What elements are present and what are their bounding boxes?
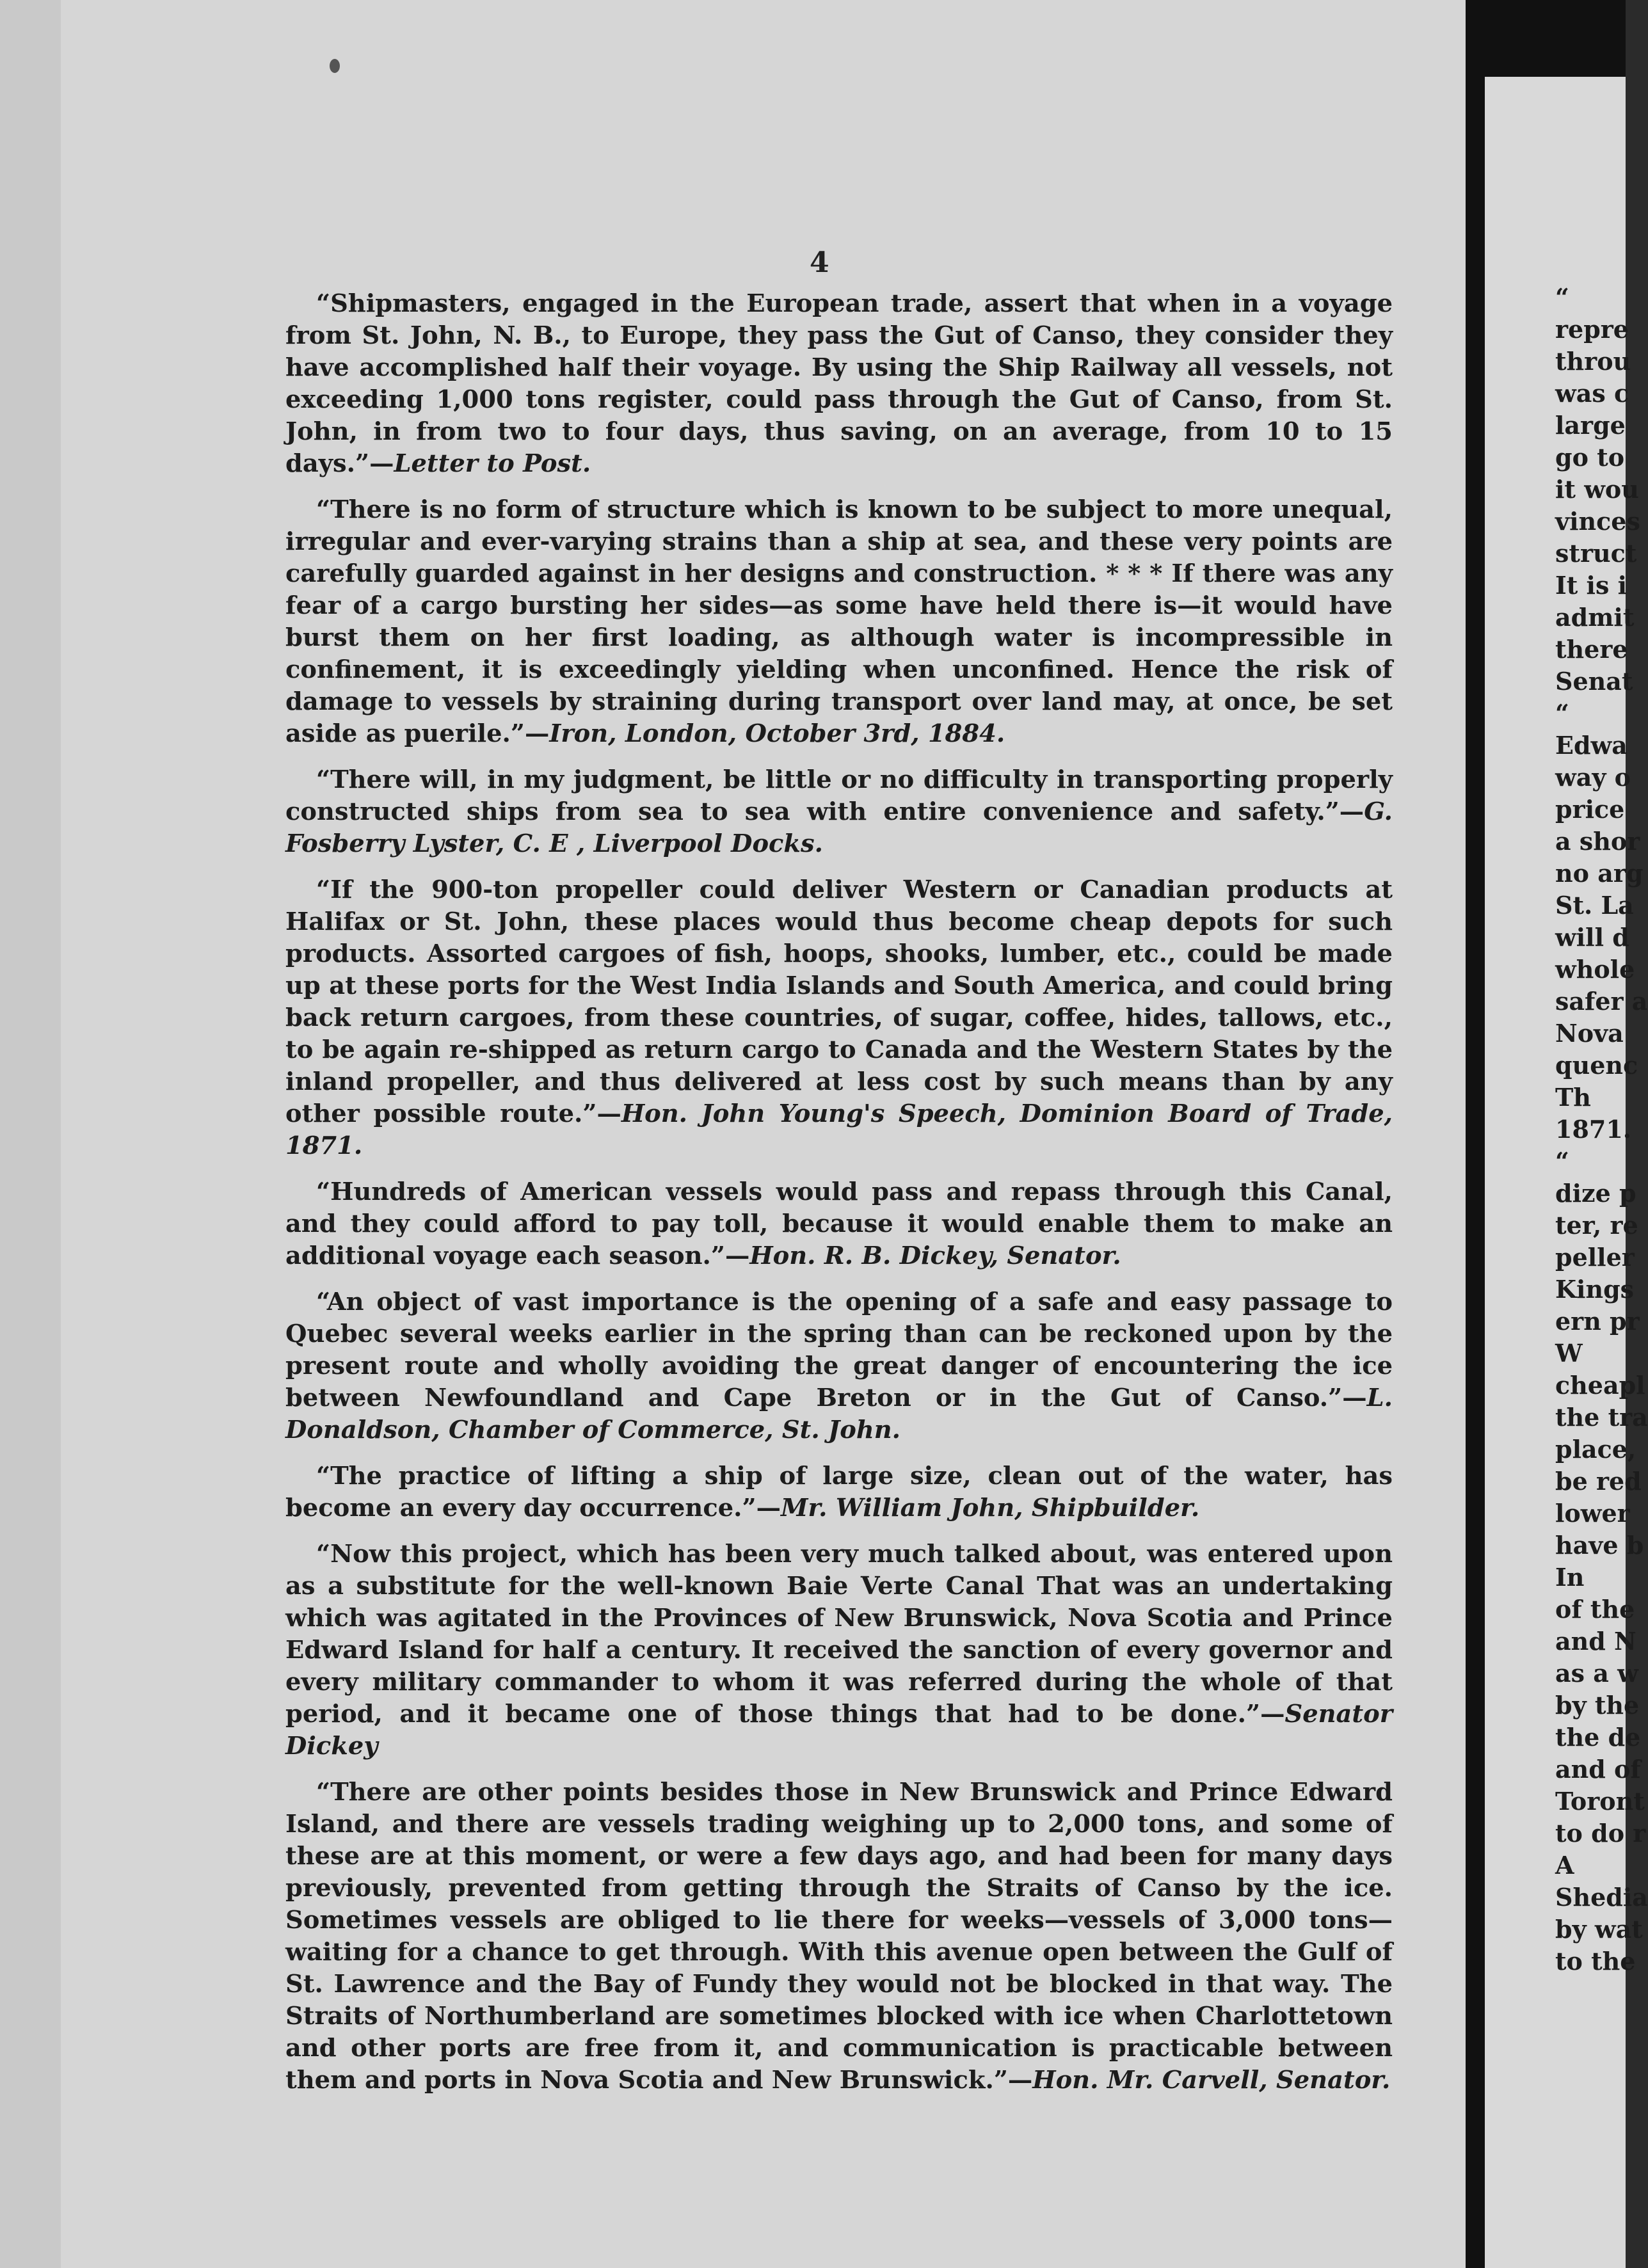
quote-4 (285, 874, 1393, 1162)
right-page-line: cheapl (1555, 1371, 1645, 1400)
right-page-line: price (1555, 795, 1625, 824)
quote-5 (285, 1176, 1393, 1272)
right-page-line: to the (1555, 1947, 1636, 1976)
quote-attribution: Iron, London, October 3rd, 1884. (549, 719, 1005, 748)
right-page-line: safer a (1555, 987, 1648, 1016)
quote-attribution: L. Donaldson, Chamber of Commerce, St. John. (285, 1384, 1393, 1444)
ink-spot (330, 59, 340, 73)
quotes-column (285, 288, 1393, 2111)
left-margin (0, 0, 61, 2268)
right-page-line: and of (1555, 1755, 1641, 1784)
right-page-line: peller (1555, 1243, 1635, 1272)
right-page-line: to do r (1555, 1819, 1646, 1848)
right-page-line: It is i (1555, 571, 1628, 600)
right-page-line: the de (1555, 1723, 1641, 1752)
quote-3 (285, 764, 1393, 860)
quote-6 (285, 1286, 1393, 1446)
quote-8 (285, 1538, 1393, 1762)
right-page-line: be red (1555, 1467, 1642, 1496)
right-page-line: of the (1555, 1595, 1635, 1624)
quote-2 (285, 494, 1393, 750)
right-page-line: Edwa (1555, 731, 1628, 760)
quote-attribution: Senator Dickey (285, 1700, 1393, 1761)
right-page-line: by the (1555, 1691, 1640, 1720)
right-page-line: Shedia (1555, 1883, 1648, 1912)
right-page-line: struct (1555, 539, 1637, 568)
quote-text: “An object of vast importance is the opening of a safe and easy passage to Quebec several weeks earlier in the spring than can be reckoned upon by the present route and wholly avoiding the great danger of encountering the ice between Newfoundland and Cape Breton or in the Gut of Canso.”— (285, 1288, 1393, 1412)
quote-attribution: G. Fosberry Lyster, C. E , Liverpool Docks. (285, 797, 1393, 858)
right-page-line: St. La (1555, 891, 1634, 920)
right-page-line: Kings (1555, 1275, 1635, 1304)
quote-text: “There are other points besides those in New Brunswick and Prince Edward Island, and there are vessels trading weighing up to 2,000 tons, and some of these are at this moment, or were a few days ago, and had been for many days previously, prevented from getting through the Straits of Canso by the ice. Sometimes vessels are obliged to lie there for weeks—vessels of 3,000 tons—waiting for a chance to get through. With this avenue open between the Gulf of St. Lawrence and the Bay of Fundy they would not be blocked in that way. The Straits of Northumberland are sometimes blocked with ice when Charlottetown and other ports are free from it, and communication is practicable between them and ports in Nova Scotia and New Brunswick.”— (285, 1778, 1393, 2095)
right-page-line: dize p (1555, 1179, 1636, 1208)
quote-text: “The practice of lifting a ship of large size, clean out of the water, has become an every day occurrence.”— (285, 1462, 1393, 1522)
right-page-text (1555, 282, 1648, 1977)
right-page-line: Toront (1555, 1787, 1645, 1816)
page-number: 4 (810, 246, 829, 279)
right-page-line: as a w (1555, 1659, 1638, 1688)
right-page-line: place, (1555, 1435, 1636, 1464)
right-page-line: “ (1555, 283, 1569, 312)
right-page-line: Th (1555, 1083, 1591, 1112)
page-gutter (1466, 0, 1485, 2268)
right-page-line: the tra (1555, 1403, 1648, 1432)
right-page-line: was c (1555, 379, 1629, 408)
quote-text: “Hundreds of American vessels would pass and repass through this Canal, and they could afford to pay toll, because it would enable them to make an additional voyage each season.”— (285, 1178, 1393, 1270)
right-page-line: throu (1555, 347, 1631, 376)
right-page-line: admit (1555, 603, 1635, 632)
quote-text: “There is no form of structure which is known to be subject to more unequal, irregular and ever-varying strains than a ship at sea, and these very points are carefully guarded against in her designs and construction. * * * If there was any fear of a cargo bursting her sides—as some have held there is—it would have burst them on her first loading, as although water is incompressible in confinement, it is exceedingly yielding when unconfined. Hence the risk of damage to vessels by straining during transport over land may, at once, be set aside as puerile.”— (285, 495, 1393, 748)
right-page-line: W (1555, 1339, 1583, 1368)
right-page-line: will d (1555, 923, 1629, 952)
scan-border (1466, 0, 1626, 77)
right-page-line: whole (1555, 955, 1635, 984)
quote-attribution: Hon. Mr. Carvell, Senator. (1032, 2066, 1391, 2095)
right-page-line: lower (1555, 1499, 1630, 1528)
right-page-line: have b (1555, 1531, 1644, 1560)
right-page-line: “ (1555, 699, 1569, 728)
right-page-line: vinces (1555, 507, 1640, 536)
right-page-line: there (1555, 635, 1628, 664)
right-page-line: go to (1555, 443, 1625, 472)
quote-attribution: Letter to Post. (394, 449, 591, 478)
quote-attribution: Hon. R. B. Dickey, Senator. (749, 1242, 1121, 1270)
quote-1 (285, 288, 1393, 480)
right-page-line: and N (1555, 1627, 1636, 1656)
right-page-line: A (1555, 1851, 1574, 1880)
quote-attribution: Hon. John Young's Speech, Dominion Board of Trade, 1871. (285, 1099, 1393, 1160)
right-page-line: 1871. (1555, 1115, 1631, 1144)
right-page-line: ern pr (1555, 1307, 1640, 1336)
quote-text: “There will, in my judgment, be little or no difficulty in transporting properly constructed ships from sea to sea with entire convenience and safety.”— (285, 765, 1393, 826)
right-page-line: way o (1555, 763, 1631, 792)
right-page-line: by wat (1555, 1915, 1643, 1944)
right-page-line: Senat (1555, 667, 1633, 696)
quote-text: “Now this project, which has been very much talked about, was entered upon as a substitute for the well-known Baie Verte Canal That was an undertaking which was agitated in the Provinces of New Brunswick, Nova Scotia and Prince Edward Island for half a century. It received the sanction of every governor and every military commander to whom it was referred during the whole of that period, and it became one of those things that had to be done.”— (285, 1540, 1393, 1729)
quote-text: “Shipmasters, engaged in the European trade, assert that when in a voyage from St. John, N. B., to Europe, they pass the Gut of Canso, they consider they have accomplished half their voyage. By using the Ship Railway all vessels, not exceeding 1,000 tons register, could pass through the Gut of Canso, from St. John, in from two to four days, thus saving, on an average, from 10 to 15 days.”— (285, 289, 1393, 478)
right-page-line: ter, re (1555, 1211, 1638, 1240)
right-page-line: large (1555, 411, 1626, 440)
right-page-line: repre (1555, 315, 1629, 344)
right-page-line: quenc (1555, 1051, 1638, 1080)
quote-9 (285, 1777, 1393, 2096)
right-page-line: a shor (1555, 827, 1640, 856)
right-page-line: no arg (1555, 859, 1644, 888)
quote-text: “If the 900-ton propeller could deliver Western or Canadian products at Halifax or St. John, these places would thus become cheap depots for such products. Assorted cargoes of fish, hoops, shooks, lumber, etc., could be made up at these ports for the West India Islands and South America, and could bring back return cargoes, from these countries, of sugar, coffee, hides, tallows, etc., to be again re-shipped as return cargo to Canada and the Western States by the inland propeller, and thus delivered at less cost by such means than by any other possible route.”— (285, 875, 1393, 1128)
quote-7 (285, 1460, 1393, 1524)
right-page-line: In (1555, 1563, 1585, 1592)
right-page-line: Nova (1555, 1019, 1624, 1048)
right-page-line: “ (1555, 1147, 1569, 1176)
right-page-line: it wou (1555, 475, 1639, 504)
quote-attribution: Mr. William John, Shipbuilder. (780, 1494, 1200, 1522)
